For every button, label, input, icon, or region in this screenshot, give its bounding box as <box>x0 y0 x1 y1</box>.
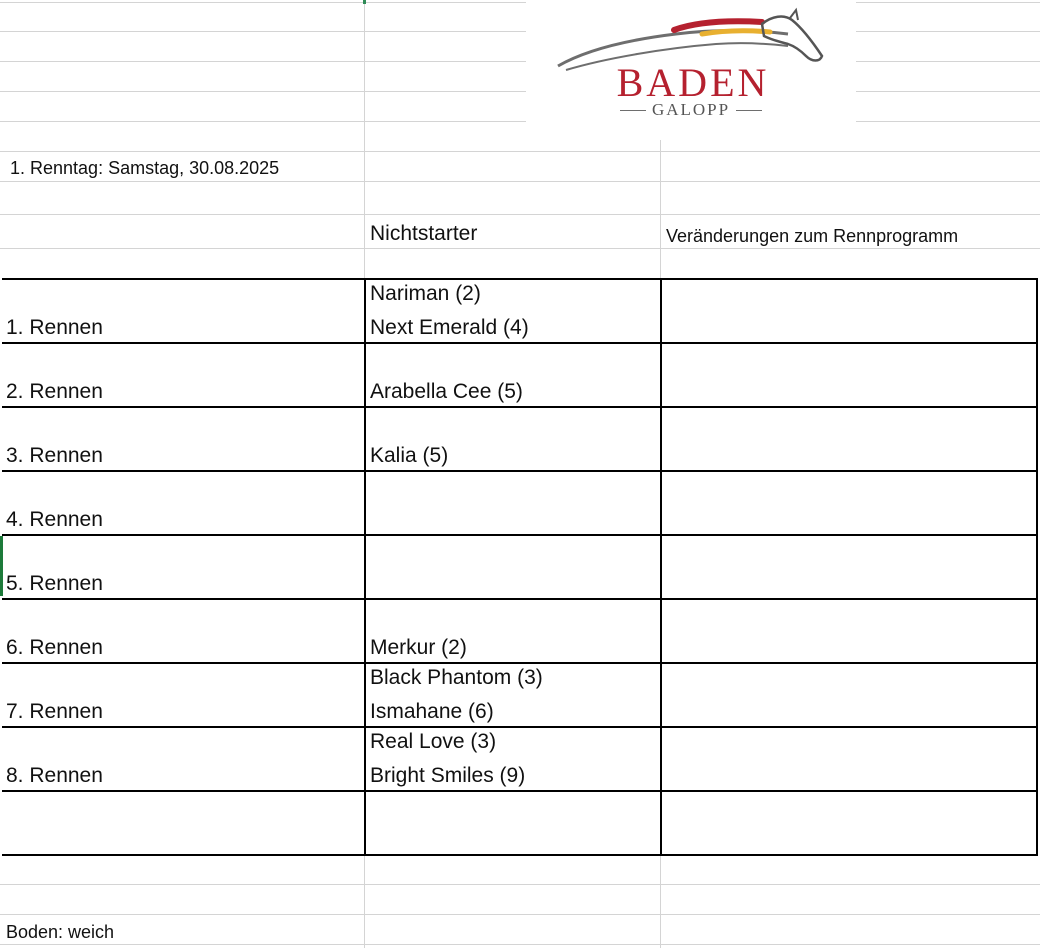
gridline <box>660 140 661 278</box>
table-border <box>2 854 1038 856</box>
column-header-changes: Veränderungen zum Rennprogramm <box>666 226 959 246</box>
gridline <box>0 914 1040 915</box>
race-label: 8. Rennen <box>6 764 103 787</box>
table-border <box>2 342 1038 344</box>
gridline <box>364 0 365 278</box>
table-border <box>364 278 366 856</box>
gridline <box>0 884 1040 885</box>
gridline <box>0 944 1040 945</box>
gridline <box>364 855 365 948</box>
nichtstarter-entry: Arabella Cee (5) <box>370 380 523 403</box>
column-header-nichtstarter: Nichtstarter <box>370 222 478 245</box>
gridline <box>0 181 1040 182</box>
race-label: 6. Rennen <box>6 636 103 659</box>
table-border <box>2 790 1038 792</box>
nichtstarter-entry: Bright Smiles (9) <box>370 764 526 787</box>
table-border <box>1036 278 1038 856</box>
table-border <box>2 598 1038 600</box>
table-border <box>2 726 1038 728</box>
table-border <box>2 662 1038 664</box>
race-label: 2. Rennen <box>6 380 103 403</box>
gridline <box>0 2 1040 3</box>
gridline <box>0 61 1040 62</box>
nichtstarter-entry: Ismahane (6) <box>370 700 494 723</box>
race-label: 7. Rennen <box>6 700 103 723</box>
row-selection-marker <box>0 536 3 596</box>
race-label: 5. Rennen <box>6 572 103 595</box>
nichtstarter-entry: Nariman (2) <box>370 282 481 305</box>
logo-title: BADEN <box>616 60 770 105</box>
nichtstarter-entry: Kalia (5) <box>370 444 449 467</box>
gridline <box>0 31 1040 32</box>
nichtstarter-entry: Real Love (3) <box>370 730 497 753</box>
nichtstarter-entry: Black Phantom (3) <box>370 666 543 689</box>
baden-galopp-logo <box>526 0 856 128</box>
gridline <box>0 91 1040 92</box>
race-label: 1. Rennen <box>6 316 103 339</box>
table-border <box>660 278 662 856</box>
logo-subtitle: GALOPP <box>651 100 731 119</box>
cell-cursor-marker <box>363 0 366 4</box>
race-label: 3. Rennen <box>6 444 103 467</box>
nichtstarter-entry: Next Emerald (4) <box>370 316 529 339</box>
race-label: 4. Rennen <box>6 508 103 531</box>
table-border <box>2 278 1038 280</box>
gridline <box>0 214 1040 215</box>
gridline <box>0 248 1040 249</box>
gridline <box>660 855 661 948</box>
gridline <box>0 151 1040 152</box>
renntag-date: 1. Renntag: Samstag, 30.08.2025 <box>10 158 280 178</box>
boden-info: Boden: weich <box>6 922 115 942</box>
gridline <box>0 121 1040 122</box>
table-border <box>2 406 1038 408</box>
table-border <box>2 534 1038 536</box>
nichtstarter-entry: Merkur (2) <box>370 636 467 659</box>
table-border <box>2 470 1038 472</box>
